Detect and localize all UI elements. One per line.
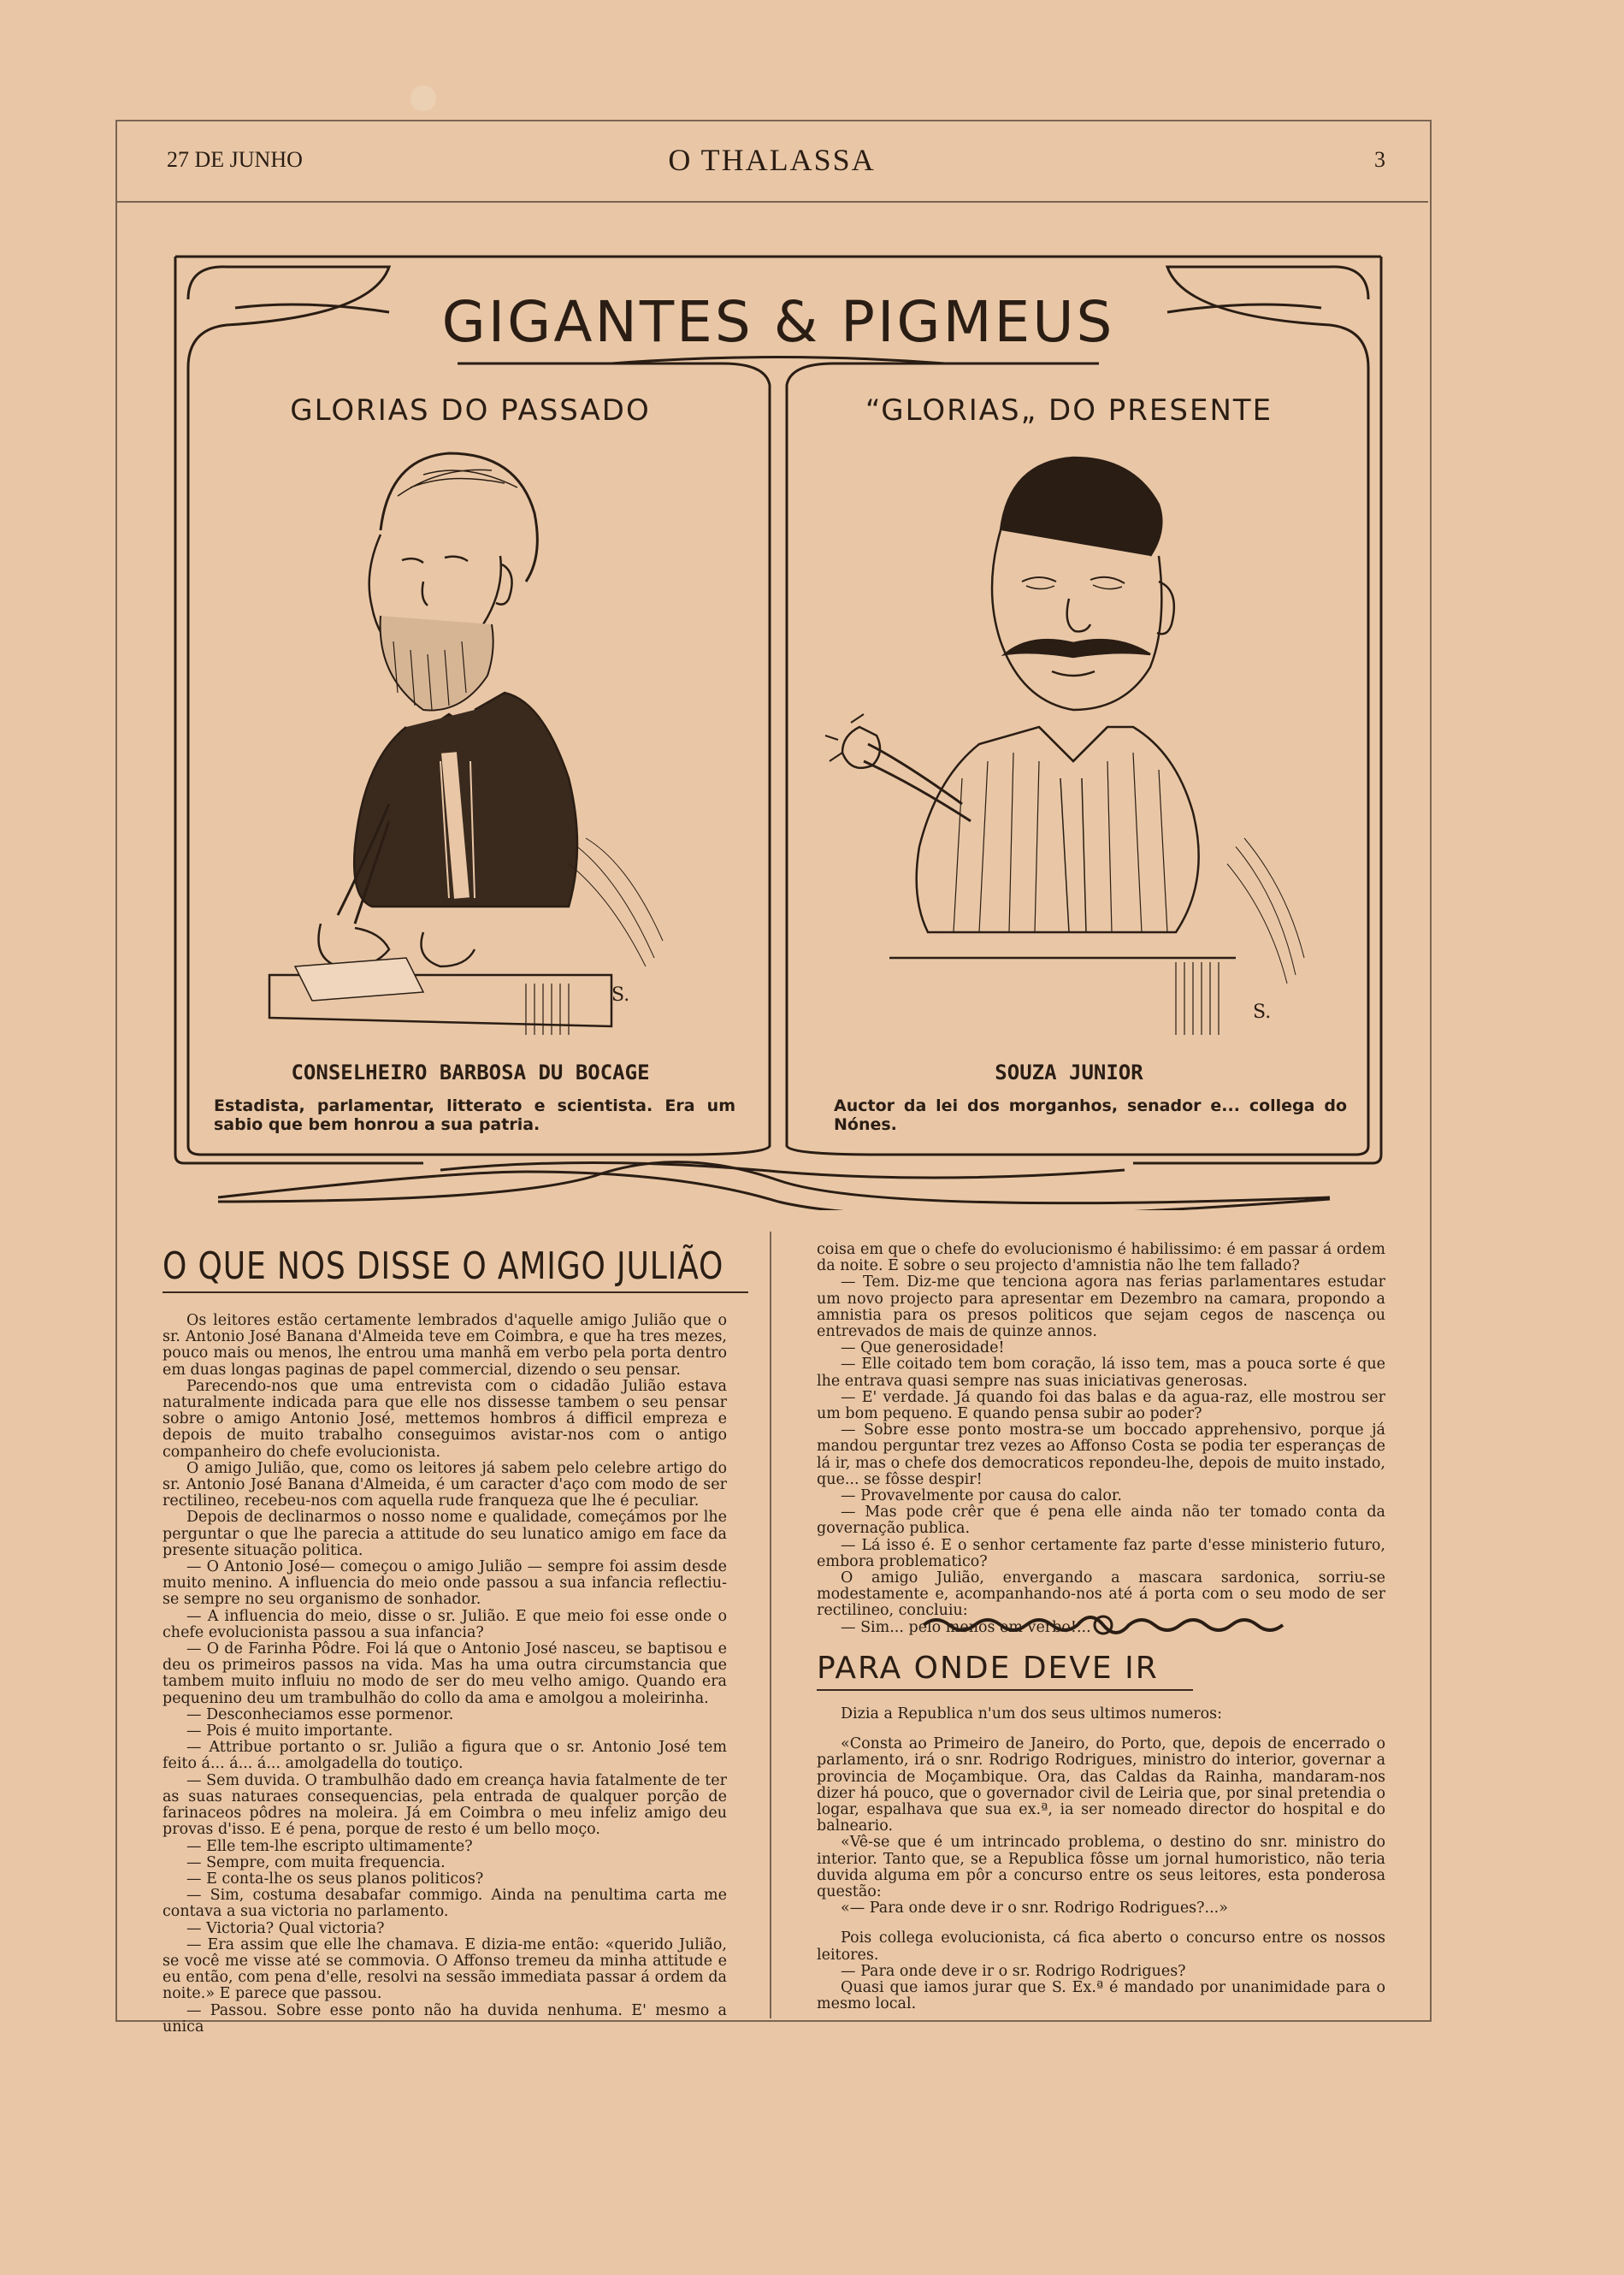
paragraph: — Era assim que elle lhe chamava. E dizia-me então: «querido Julião, se você me visse até se commovia. O Affonso tremeu da minha attitude e eu então, com pena d'elle, resolvi na sessão immediata passar á ordem da noite.» E parece que passou. [162,1935,727,2003]
paragraph: — Elle coitado tem bom coração, lá isso tem, mas a pouca sorte é que lhe entrava quasi sempre nas suas iniciativas generosas. [817,1356,1385,1390]
paragraph: Pois collega evolucionista, cá fica aberto o concurso entre os nossos leitores. [817,1929,1385,1964]
paragraph: — Tem. Diz-me que tenciona agora nas ferias parlamentares estudar um novo projecto para apresentar em Dezembro na camara, propondo a amnistia para os presos politicos que sejam cegos de nascença ou entrevados de mais de quinze annos. [817,1273,1385,1341]
article-juliao-right-column [817,1242,1385,1636]
paragraph: — Sem duvida. O trambulhão dado em creança havia fatalmente de ter as suas naturaes consequencias, pela entrada de qualquer porção de farinaceos pôdres na moleira. Já em Coimbra o meu infeliz amigo deu provas d'isso. E é pena, porque de resto é um bello moço. [162,1771,727,1839]
paper-stain [410,86,436,111]
right-portrait-name: SOUZA JUNIOR [995,1061,1143,1084]
title-rule [817,1689,1193,1691]
header-date: 27 DE JUNHO [167,147,303,172]
quote-paragraph: «Consta ao Primeiro de Janeiro, do Porto, que, depois de encerrado o parlamento, irá o snr. Rodrigo Rodrigues, ministro do interior, governar a provincia de Moçambique. Ora, das Caldas da Rainha, mandaram-nos dizer há pouco, que o governador civil de Leiria que, por sinal pretendia o logar, espalhava que sua ex.ª, ia ser nomeado director do hospital e do balneario. [817,1735,1385,1835]
left-portrait-name: CONSELHEIRO BARBOSA DU BOCAGE [291,1061,650,1084]
paragraph: Quasi que iamos jurar que S. Ex.ª é mandado por unanimidade para o mesmo local. [817,1979,1385,2013]
paragraph: — A influencia do meio, disse o sr. Julião. E que meio foi esse onde o chefe evolucionista passou a sua infancia? [162,1607,727,1641]
paragraph: — Passou. Sobre esse ponto não ha duvida nenhuma. E' mesmo a unica [162,2001,727,2036]
article-para-onde-body [817,1706,1385,2012]
quote-paragraph: «Vê-se que é um intrincado problema, o destino do snr. ministro do interior. Tanto que, se a Republica fôsse um jornal humoristico, não teria duvida alguma em pôr a concurso entre os seus leitores, esta ponderosa questão: [817,1834,1385,1901]
right-portrait-caption: Auctor da lei dos morganhos, senador e... collega do Nónes. [834,1096,1347,1134]
decorative-ornament [919,1608,1287,1642]
page-header [115,120,1428,203]
cartoon-title: GIGANTES & PIGMEUS [441,289,1115,355]
article-title-para-onde: PARA ONDE DEVE IR [817,1651,1159,1686]
svg-text:S.: S. [611,984,630,1006]
paragraph: — Desconheciamos esse pormenor. [186,1705,454,1723]
paragraph: — Pois é muito importante. [186,1722,393,1740]
paragraph: — Sempre, com muita frequencia. [186,1853,446,1871]
left-portrait-caption: Estadista, parlamentar, litterato e scientista. Era um sabio que bem honrou a sua patria. [214,1096,735,1134]
paragraph: — Elle tem-lhe escripto ultimamente? [186,1837,473,1855]
column-divider [770,1232,771,2018]
right-panel-subtitle: “GLORIAS„ DO PRESENTE [865,393,1273,428]
newspaper-title: O THALASSA [668,143,876,177]
paragraph: — Lá isso é. E o senhor certamente faz parte d'esse ministerio futuro, embora problematico? [817,1536,1385,1570]
title-rule [162,1291,748,1293]
portrait-souza-junior [825,458,1304,1035]
paragraph: — Que generosidade! [841,1339,1005,1357]
portrait-bocage [269,453,663,1035]
quote-paragraph: «— Para onde deve ir o snr. Rodrigo Rodrigues?...» [841,1900,1228,1918]
paragraph: O amigo Julião, envergando a mascara sardonica, sorriu-se modestamente e, acompanhando-nos até á porta com o seu modo de ser rectilineo, concluiu: [817,1569,1385,1620]
paragraph: — Sim... pelo menos em verbo!... [841,1618,1091,1636]
paragraph: Depois de declinarmos o nosso nome e qualidade, começámos por lhe perguntar o que lhe parecia a attitude do seu lunatico amigo em face da presente situação politica. [162,1509,727,1559]
paragraph: coisa em que o chefe do evolucionismo é habilissimo: é em passar á ordem da noite. E sobre o seu projecto d'amnistia não lhe tem fallado? [817,1241,1385,1275]
page-number: 3 [1374,147,1385,172]
paragraph: — Mas pode crêr que é pena elle ainda não ter tomado conta da governação publica. [817,1504,1385,1538]
paragraph: — O Antonio José— começou o amigo Julião — sempre foi assim desde muito menino. A influencia do meio onde passou a sua infancia reflectiu-se sempre no seu organismo de sonhador. [162,1558,727,1609]
paragraph: — Attribue portanto o sr. Julião a figura que o sr. Antonio José tem feito á... á... á... amolgadella do toutiço. [162,1739,727,1773]
paragraph: — Sobre esse ponto mostra-se um boccado apprehensivo, porque já mandou perguntar trez vezes ao Affonso Costa se podia ter esperanças de lá ir, mas o chefe dos democraticos repondeu-lhe, depois de muito instado, que... se fôsse despir! [817,1421,1385,1488]
paragraph: — E' verdade. Já quando foi das balas e da agua-raz, elle mostrou ser um bom pequeno. E quando pensa subir ao poder? [817,1388,1385,1423]
paragraph: O amigo Julião, que, como os leitores já sabem pelo celebre artigo do sr. Antonio José Banana d'Almeida, é um caracter d'aço com modo de ser rectilineo, recebeu-nos com aquella rude franqueza que lhe é peculiar. [162,1459,727,1510]
paragraph: — Sim, costuma desabafar commigo. Ainda na penultima carta me contava a sua victoria no parlamento. [162,1887,727,1921]
paragraph: — E conta-lhe os seus planos politicos? [186,1870,484,1888]
paragraph: — Para onde deve ir o sr. Rodrigo Rodrigues? [841,1962,1186,1980]
cartoon-panel [167,248,1390,1210]
svg-text:S.: S. [1253,1002,1272,1023]
paragraph: Dizia a Republica n'um dos seus ultimos numeros: [841,1705,1223,1722]
paragraph: — O de Farinha Pôdre. Foi lá que o Antonio José nasceu, se baptisou e deu os primeiros passos na vida. Mas ha uma outra circumstancia que tambem muito influiu no modo de ser do meu velho amigo. Quando era pequenino deu um trambulhão do collo da ama e amolgou a moleirinha. [162,1640,727,1707]
paragraph: Os leitores estão certamente lembrados d'aquelle amigo Julião que o sr. Antonio José Banana d'Almeida teve em Coimbra, e que ha tres mezes, pouco mais ou menos, lhe entrou uma manhã em verbo pela porta dentro em duas longas paginas de papel commercial, dizendo o seu pensar. [162,1312,727,1379]
paragraph: Parecendo-nos que uma entrevista com o cidadão Julião estava naturalmente indicada para que elle nos dissesse tambem o seu pensar sobre o amigo Antonio José, mettemos hombros á difficil empreza e depois de muito trabalho conseguimos avistar-nos com o antigo companheiro do chefe evolucionista. [162,1377,727,1461]
paragraph: — Victoria? Qual victoria? [186,1919,385,1937]
left-panel-subtitle: GLORIAS DO PASSADO [290,393,651,428]
article-title-juliao: O QUE NOS DISSE O AMIGO JULIÃO [162,1244,724,1288]
article-juliao-left-column [162,1313,727,2036]
paragraph: — Provavelmente por causa do calor. [841,1487,1122,1505]
